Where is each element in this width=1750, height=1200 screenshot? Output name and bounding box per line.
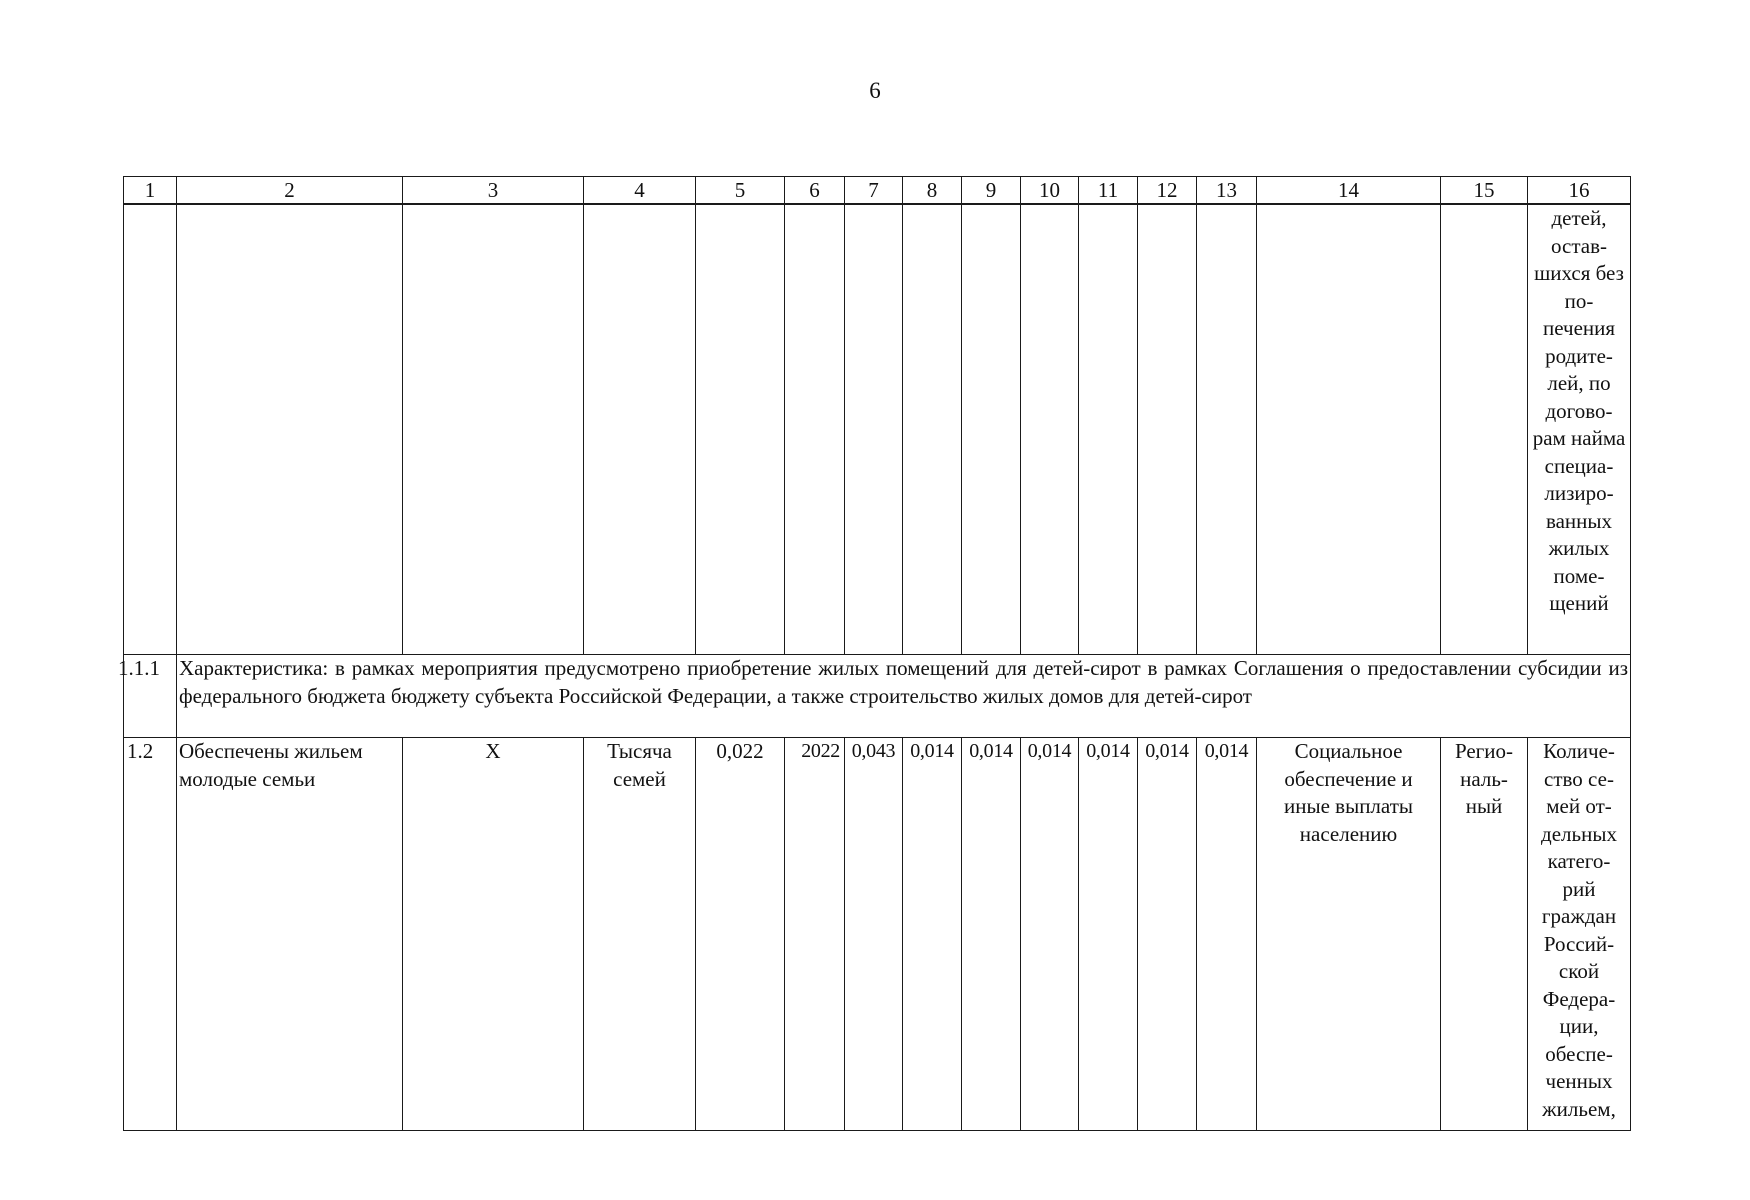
column-number: 1 bbox=[124, 177, 177, 205]
column-number: 11 bbox=[1079, 177, 1138, 205]
base-value-cell: 0,022 bbox=[696, 738, 785, 1131]
value-cell: 0,014 bbox=[1197, 738, 1257, 1131]
table-cell bbox=[962, 204, 1021, 655]
column-number: 13 bbox=[1197, 177, 1257, 205]
column-number: 8 bbox=[903, 177, 962, 205]
column-number: 16 bbox=[1528, 177, 1631, 205]
column-numbers-row bbox=[124, 177, 1631, 205]
row-id-cell bbox=[118, 655, 177, 738]
table-row bbox=[124, 738, 1631, 1131]
row-id-cell: 1.2 bbox=[124, 738, 177, 1131]
indicator-name-cell: Обеспечены жильем молодые семьи bbox=[177, 738, 403, 1131]
column-number: 14 bbox=[1257, 177, 1441, 205]
table-cell: Х bbox=[403, 738, 584, 1131]
base-year-cell: 2022 bbox=[785, 738, 845, 1131]
table-cell bbox=[1138, 204, 1197, 655]
description-text-cell: Характеристика: в рамках мероприятия предусмотрено приобретение жилых помещений для детей-сирот в рамках Соглашения о предоставлении субсидии из федерального бюджета бюджету субъекта Российской Федерации, а также строительство жилых домов для детей-сирот bbox=[177, 655, 1631, 738]
page-number: 6 bbox=[869, 78, 881, 103]
column-number: 7 bbox=[845, 177, 903, 205]
value-cell: 0,014 bbox=[903, 738, 962, 1131]
table-cell bbox=[903, 204, 962, 655]
unit-cell: Тысяча семей bbox=[584, 738, 696, 1131]
column-number: 6 bbox=[785, 177, 845, 205]
table-cell bbox=[1257, 204, 1441, 655]
value-cell: 0,014 bbox=[1079, 738, 1138, 1131]
column-number: 3 bbox=[403, 177, 584, 205]
table-cell bbox=[177, 204, 403, 655]
column-number: 12 bbox=[1138, 177, 1197, 205]
table-cell bbox=[845, 204, 903, 655]
column-number: 10 bbox=[1021, 177, 1079, 205]
column-number: 9 bbox=[962, 177, 1021, 205]
row-id: 1.1.1 bbox=[118, 656, 160, 680]
table-cell bbox=[785, 204, 845, 655]
value-cell: 0,014 bbox=[962, 738, 1021, 1131]
table-cell bbox=[1021, 204, 1079, 655]
table-cell: Социальное обеспечение и иные выплаты населению bbox=[1257, 738, 1441, 1131]
continuation-text-cell: детей, остав- шихся без по- печения родите- лей, по догово- рам найма специа- лизиро- ванных жилых поме- щений bbox=[1528, 204, 1631, 655]
value-cell: 0,043 bbox=[845, 738, 903, 1131]
column-number: 2 bbox=[177, 177, 403, 205]
column-number: 15 bbox=[1441, 177, 1528, 205]
column-number: 4 bbox=[584, 177, 696, 205]
table-cell bbox=[1441, 204, 1528, 655]
table-cell bbox=[584, 204, 696, 655]
table-cell bbox=[696, 204, 785, 655]
value-cell: 0,014 bbox=[1138, 738, 1197, 1131]
table-cell bbox=[1197, 204, 1257, 655]
indicators-table bbox=[118, 176, 1631, 1131]
table-cell: Количе- ство се- мей от- дельных катего- рий граждан Россий- ской Федера- ции, обеспе- ченных жильем, bbox=[1528, 738, 1631, 1131]
column-number: 5 bbox=[696, 177, 785, 205]
table-cell: Регио- наль- ный bbox=[1441, 738, 1528, 1131]
table-cell bbox=[124, 204, 177, 655]
value-cell: 0,014 bbox=[1021, 738, 1079, 1131]
continuation-row bbox=[124, 204, 1631, 655]
description-row bbox=[124, 655, 1631, 738]
table-cell bbox=[1079, 204, 1138, 655]
table-cell bbox=[403, 204, 584, 655]
